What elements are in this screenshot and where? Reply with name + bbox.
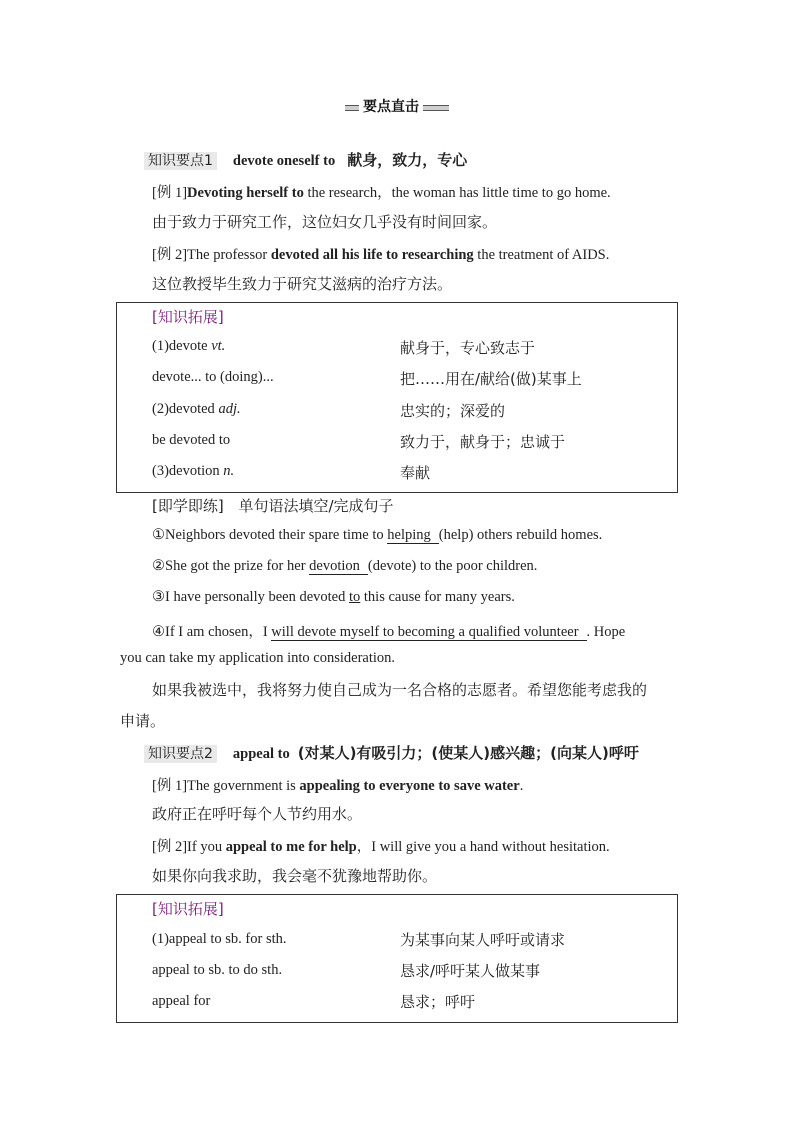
question-text: ②She got the prize for her (152, 558, 310, 574)
example-2-cn: 如果你向我求助，我会毫不犹豫地帮助你。 (152, 867, 438, 885)
extension-meaning: 恳求/呼吁某人做某事 (400, 962, 541, 980)
example-1-cn: 由于致力于研究工作，这位妇女几乎没有时间回家。 (152, 213, 498, 231)
practice-title: 单句语法填空/完成句子 (238, 497, 394, 515)
example-text: ，I will give you a hand without hesitation. (356, 839, 610, 855)
term-text: devote... to (doing)... (152, 369, 274, 385)
example-label: [例 2] (152, 247, 188, 263)
answer-blank: devotion (309, 558, 368, 575)
example-1-en (152, 181, 611, 202)
example-text: . (519, 778, 524, 794)
example-highlight: appealing to everyone to save water (299, 778, 520, 794)
example-highlight: appeal to me for help (225, 839, 357, 855)
knowledge-point-tag: 知识要点2 (144, 745, 217, 763)
example-highlight: Devoting herself to (187, 185, 304, 201)
example-text: The government is (187, 778, 300, 794)
extension-term: (1)appeal to sb. for sth. (152, 931, 287, 947)
extension-term: appeal for (152, 993, 211, 1009)
part-of-speech: vt. (211, 338, 226, 354)
practice-label: [即学即练] (152, 497, 224, 515)
term-text: be devoted to (152, 432, 231, 448)
example-text: If you (187, 839, 226, 855)
question-text: (help) others rebuild homes. (438, 527, 603, 543)
knowledge-point-2-header (144, 742, 639, 763)
term-text: (2)devoted (152, 401, 219, 417)
extension-meaning: 献身于，专心致志于 (400, 339, 536, 357)
extension-meaning: 奉献 (400, 464, 431, 482)
key-phrase: appeal to (232, 746, 290, 762)
extension-term (152, 369, 274, 386)
example-2-en (152, 243, 609, 264)
answer-blank: will devote myself to becoming a qualified volunteer (271, 624, 586, 641)
question-text: . Hope (586, 624, 626, 640)
question-text: (devote) to the poor children. (367, 558, 538, 574)
key-phrase-meaning: 献身，致力，专心 (347, 151, 468, 169)
practice-translation-line2: 申请。 (120, 712, 166, 730)
extension-meaning: 致力于，献身于；忠诚于 (400, 433, 566, 451)
extension-meaning: 恳求；呼吁 (400, 993, 476, 1011)
example-label: [例 1] (152, 185, 188, 201)
question-text: ①Neighbors devoted their spare time to (152, 527, 388, 543)
key-phrase-meaning: (对某人)有吸引力；(使某人)感兴趣；(向某人)呼吁 (297, 744, 639, 762)
section-title (345, 97, 449, 115)
extension-meaning: 忠实的；深爱的 (400, 402, 506, 420)
example-label: [例 2] (152, 839, 188, 855)
practice-question-4 (152, 620, 625, 641)
knowledge-point-tag: 知识要点1 (144, 152, 217, 170)
part-of-speech: adj. (218, 401, 241, 417)
practice-question-1 (152, 527, 602, 544)
practice-question-4-cont: you can take my application into consideration. (120, 650, 396, 666)
answer-blank: helping (387, 527, 439, 544)
practice-question-2 (152, 558, 537, 575)
extension-meaning: 把……用在/献给(做)某事上 (400, 370, 582, 388)
extension-term: appeal to sb. to do sth. (152, 962, 283, 978)
example-1-en (152, 774, 523, 795)
term-text: (1)devote (152, 338, 212, 354)
extension-term (152, 463, 234, 480)
question-text: ④If I am chosen，I (152, 624, 272, 640)
example-2-cn: 这位教授毕生致力于研究艾滋病的治疗方法。 (152, 275, 453, 293)
key-phrase: devote oneself to (232, 153, 336, 169)
example-1-cn: 政府正在呼吁每个人节约用水。 (152, 805, 363, 823)
example-text: the research，the woman has little time to go home. (303, 185, 611, 201)
practice-translation-line1: 如果我被选中，我将努力使自己成为一名合格的志愿者。希望您能考虑我的 (152, 681, 648, 699)
extension-meaning: 为某事向某人呼吁或请求 (400, 931, 566, 949)
extension-term (152, 338, 225, 355)
example-text: The professor (187, 247, 271, 263)
example-text: the treatment of AIDS. (473, 247, 610, 263)
example-2-en (152, 835, 610, 856)
term-text: (3)devotion (152, 463, 224, 479)
answer-blank: to (349, 589, 361, 605)
extension-title: [知识拓展] (152, 308, 224, 326)
extension-term (152, 432, 230, 449)
example-highlight: devoted all his life to researching (270, 247, 474, 263)
question-text: this cause for many years. (360, 589, 515, 605)
practice-question-3 (152, 589, 515, 606)
section-title-label: 要点直击 (359, 96, 423, 116)
extension-title: [知识拓展] (152, 900, 224, 918)
practice-header (152, 495, 394, 516)
question-text: ③I have personally been devoted (152, 589, 349, 605)
part-of-speech: n. (223, 463, 235, 479)
example-label: [例 1] (152, 778, 188, 794)
extension-term (152, 401, 241, 418)
knowledge-point-1-header (144, 149, 467, 170)
